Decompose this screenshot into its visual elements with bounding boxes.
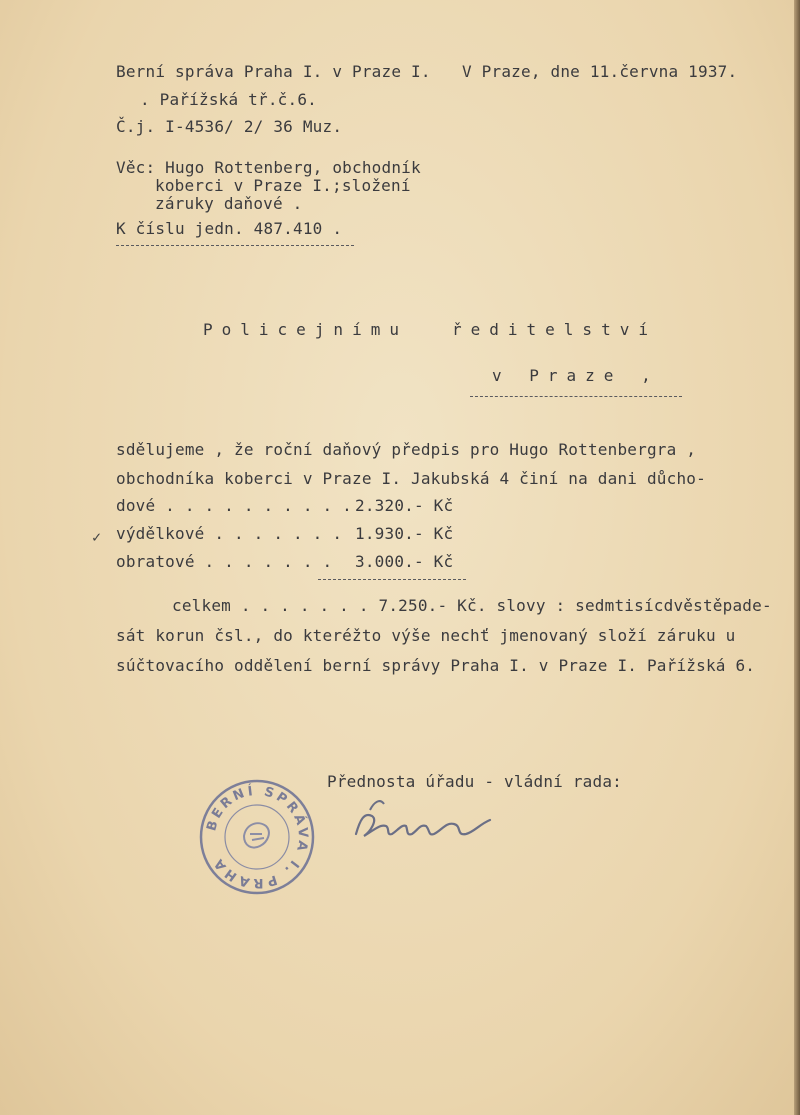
- date-line: V Praze, dne 11.června 1937.: [462, 62, 738, 81]
- addressee-word-2: ředitelství: [452, 320, 657, 339]
- addressee-word-1: Policejnímu: [203, 320, 408, 339]
- subject-line-2: koberci v Praze I.;složení: [155, 176, 411, 195]
- body-line-after-1: sát korun čsl., do kteréžto výše nechť jmenovaný složí záruku u: [116, 626, 736, 645]
- header-underline: [116, 245, 354, 246]
- item-amount-duchodove: 2.320.- Kč: [355, 496, 454, 515]
- reference-to: K číslu jedn. 487.410 .: [116, 219, 343, 238]
- item-label-duchodove: dové . . . . . . . . . .: [116, 496, 352, 515]
- office-line-1: Berní správa Praha I. v Praze I.: [116, 62, 431, 81]
- item-amount-vydelkove: 1.930.- Kč: [355, 524, 454, 543]
- item-amount-obratove: 3.000.- Kč: [355, 552, 454, 571]
- check-mark: ✓: [92, 528, 102, 546]
- addressee-city: v Praze ,: [492, 366, 660, 385]
- body-line-1: sdělujeme , že roční daňový předpis pro Hugo Rottenbergra ,: [116, 440, 697, 459]
- paper-edge: [794, 0, 800, 1115]
- total-line: celkem . . . . . . . 7.250.- Kč. slovy : sedmtisícdvěstěpade-: [172, 596, 772, 615]
- body-line-2: obchodníka koberci v Praze I. Jakubská 4 činí na dani důcho-: [116, 469, 706, 488]
- subject-line-3: záruky daňové .: [155, 194, 303, 213]
- handwritten-signature: [350, 790, 510, 850]
- body-line-after-2: súčtovacího oddělení berní správy Praha I. v Praze I. Pařížská 6.: [116, 656, 756, 675]
- office-line-2: . Pařížská tř.č.6.: [140, 90, 317, 109]
- subject-line-1: Věc: Hugo Rottenberg, obchodník: [116, 158, 421, 177]
- sum-underline: [318, 579, 466, 580]
- reference-number: Č.j. I-4536/ 2/ 36 Muz.: [116, 117, 343, 136]
- item-label-vydelkove: výdělkové . . . . . . .: [116, 524, 343, 543]
- addressee-underline: [470, 396, 682, 397]
- signatory-title: Přednosta úřadu - vládní rada:: [327, 772, 622, 791]
- item-label-obratove: obratové . . . . . . .: [116, 552, 333, 571]
- office-stamp: [198, 778, 316, 896]
- svg-text:BERNÍ SPRÁVA I. PRAHA: BERNÍ SPRÁVA I. PRAHA: [204, 783, 311, 891]
